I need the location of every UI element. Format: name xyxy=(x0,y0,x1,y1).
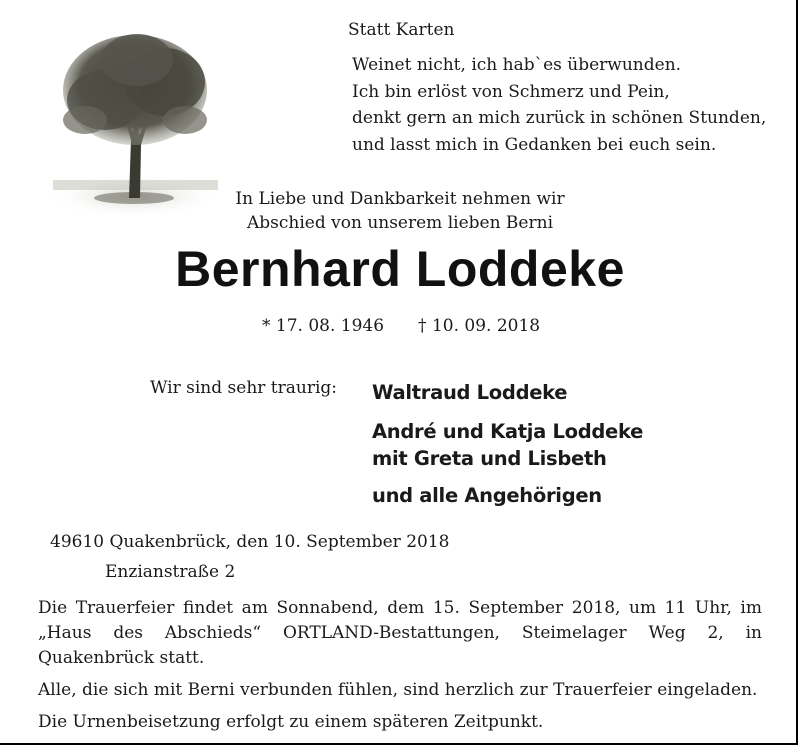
place-date: 49610 Quakenbrück, den 10. September 2018 xyxy=(50,532,450,552)
mourner-name: mit Greta und Lisbeth xyxy=(372,447,607,470)
mourner-name: und alle Angehörigen xyxy=(372,484,602,507)
poem xyxy=(352,52,766,158)
deceased-name: Bernhard Loddeke xyxy=(175,241,625,297)
street-address: Enzianstraße 2 xyxy=(105,562,236,582)
poem-line: und lasst mich in Gedanken bei euch sein. xyxy=(352,134,717,155)
life-dates xyxy=(262,316,540,336)
intro-line: Abschied von unserem lieben Berni xyxy=(246,213,554,233)
poem-line: denkt gern an mich zurück in schönen Stunden, xyxy=(352,108,767,128)
invitation-notice: Alle, die sich mit Berni verbunden fühlen, sind herzlich zur Trauerfeier eingeladen. xyxy=(38,680,758,700)
intro-line: In Liebe und Dankbarkeit nehmen wir xyxy=(235,189,565,209)
poem-line: Weinet nicht, ich hab`es überwunden. xyxy=(352,55,682,75)
mourner-name: Waltraud Loddeke xyxy=(372,381,568,404)
urn-notice: Die Urnenbeisetzung erfolgt zu einem späteren Zeitpunkt. xyxy=(38,712,544,732)
statt-karten-label: Statt Karten xyxy=(348,20,455,40)
intro-text xyxy=(180,187,620,235)
mourners-label: Wir sind sehr traurig: xyxy=(150,378,338,398)
funeral-notice: Die Trauerfeier findet am Sonnabend, dem 15. September 2018, um 11 Uhr, im „Haus des Abschieds“ ORTLAND-Bestattungen, Steimelager Weg 2, in Quakenbrück statt. xyxy=(38,598,762,668)
birth-date: * 17. 08. 1946 xyxy=(262,316,385,336)
death-date: † 10. 09. 2018 xyxy=(418,316,541,336)
poem-line: Ich bin erlöst von Schmerz und Pein, xyxy=(352,81,670,102)
mourner-name: André und Katja Loddeke xyxy=(372,420,644,443)
